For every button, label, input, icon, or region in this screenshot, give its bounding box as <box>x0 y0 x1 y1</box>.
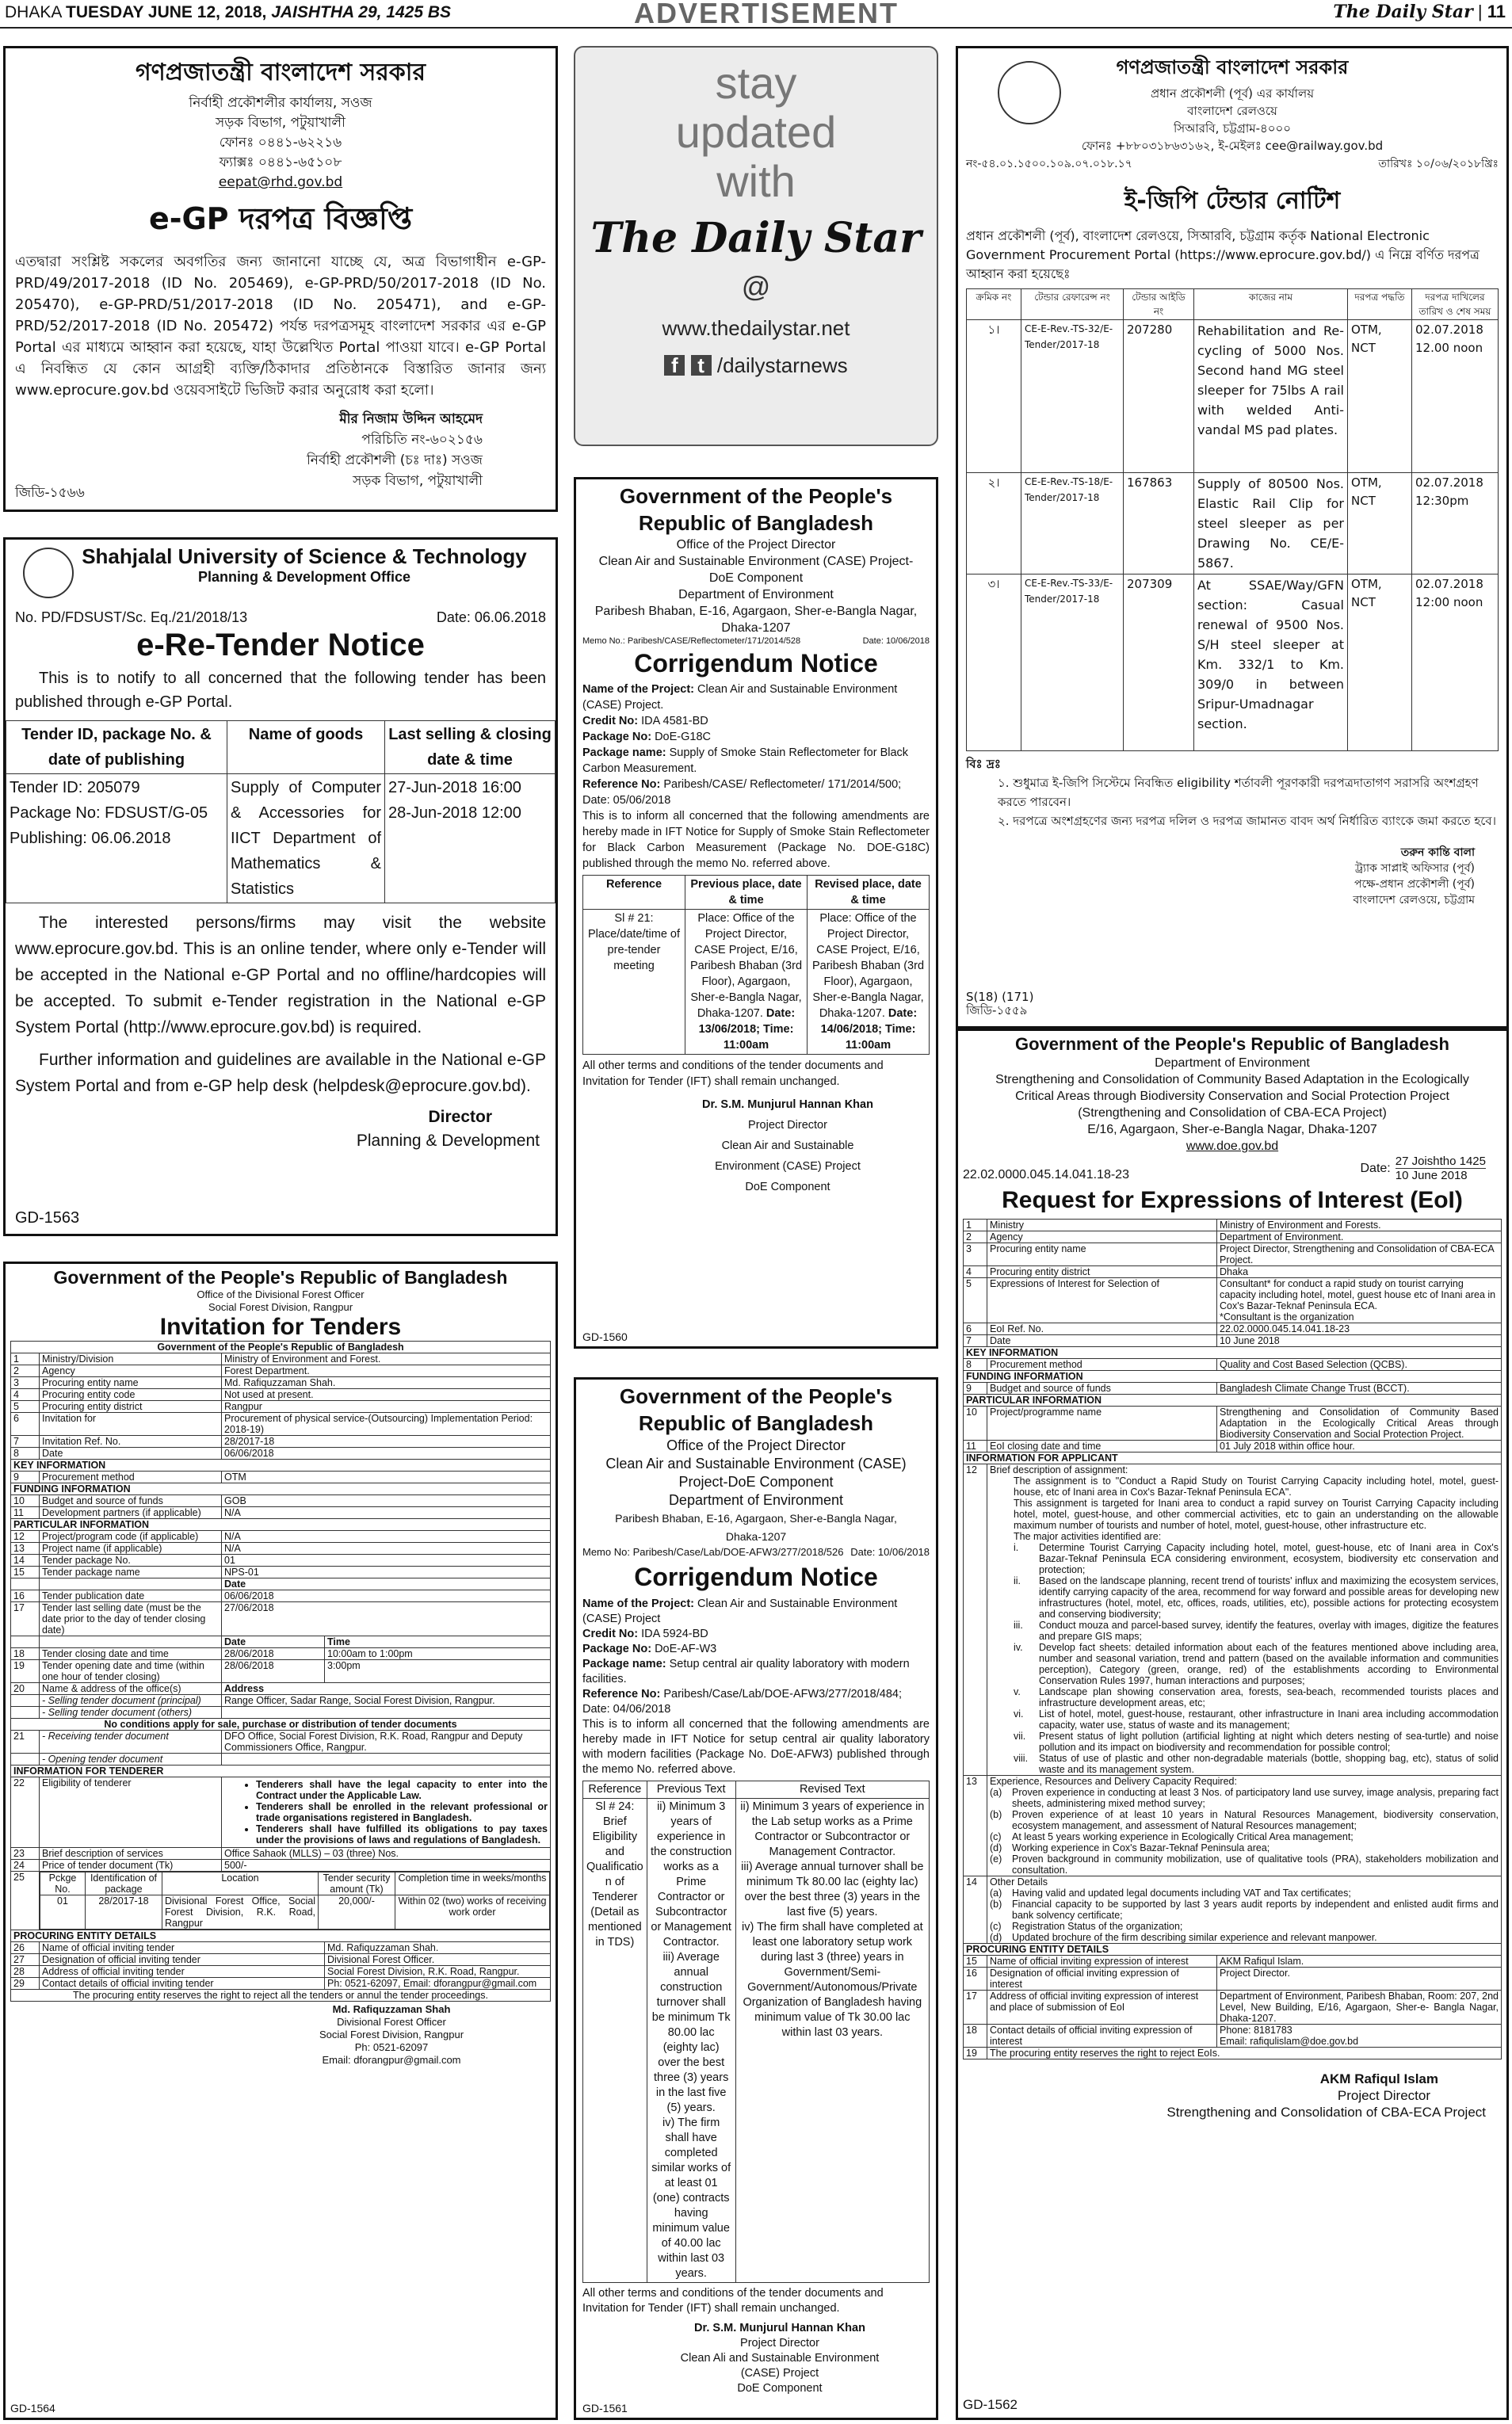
ad8-heading: Corrigendum Notice <box>634 1563 878 1591</box>
ad7-title: Government of the People's Republic of Bangladesh <box>53 1267 508 1288</box>
table-row: 17 Tender last selling date (must be the date prior to the day of tender closing date) 27/06/2018 <box>11 1602 551 1636</box>
promo-url[interactable]: www.thedailystar.net <box>662 316 850 340</box>
table-row: 3 Procuring entity name Md. Rafiquzzaman Shah. <box>11 1377 551 1389</box>
table-row: 14 Tender package No. 01 <box>11 1555 551 1567</box>
table-row: 20 Name & address of the office(s) Address <box>11 1683 551 1695</box>
section-row: KEY INFORMATION <box>964 1347 1502 1359</box>
ad8-amend-table <box>582 1781 930 2283</box>
sust-logo <box>23 548 74 598</box>
section-title: ADVERTISEMENT <box>634 0 899 29</box>
table-row: 12 Project/program code (if applicable) N/A <box>11 1531 551 1543</box>
section-row: INFORMATION FOR TENDERER <box>11 1766 551 1777</box>
ad6-heading: Request for Expressions of Interest (EoI) <box>1002 1187 1463 1213</box>
table-row: 6 Invitation for Procurement of physical service-(Outsourcing) Implementation Period: 2018-19) <box>11 1413 551 1436</box>
table-row: ২। CE-E-Rev.-TS-18/E-Tender/2017-18 167863 Supply of 80500 Nos. Elastic Rail Clip for steel sleeper as per Drawing No. CE/E-5867. OTM, NCT 02.07.2018 12:30pm <box>967 473 1499 575</box>
table-row: - Opening tender document <box>11 1754 551 1766</box>
promo-text: stay updated with <box>675 58 837 206</box>
ad7-code: GD-1564 <box>10 2402 55 2414</box>
section-row: PROCURING ENTITY DETAILS <box>11 1930 551 1942</box>
ad4-para2: Further information and guidelines are available in the National e-GP System Portal and from e-GP help desk (helpdesk@eprocure.gov.bd). <box>15 1051 546 1095</box>
ad8-title: Government of the People's Republic of Bangladesh <box>619 1384 893 1435</box>
table-row: 13 Experience, Resources and Delivery Capacity Required: (a) Proven experience in conducting at least 3 Nos. of participatory land use survey, image analysis, preparing fact sheets, administering mixed method survey; (b) Proven experience of at least 10 years in Natural Resources Management, biodiversity conservation, ecosystem management, and assessment of Natural Resources management; (c) At least 5 years working experience in Ecologically Critical Area management; (d) Working experience in Cox's Bazar-Teknaf Peninsula area; (e) Proven background in community mobilization, use of qualitative tools (PRA), stakeholders mobilization and consultation. <box>964 1776 1502 1876</box>
ad4-office: Planning & Development Office <box>197 569 411 585</box>
ad4-univ: Shahjalal University of Science & Technology <box>82 544 527 568</box>
promo-at: @ <box>741 270 771 303</box>
ad5-code: GD-1560 <box>582 1330 628 1343</box>
ad6-signature: AKM Rafiqul Islam Project Director Strengthening and Consolidation of CBA-ECA Project <box>1166 2071 1486 2120</box>
ad7-tender-table <box>10 1341 551 2002</box>
header-brand: The Daily Star | 11 <box>1333 2 1506 22</box>
table-row: 16 Tender publication date 06/06/2018 <box>11 1590 551 1602</box>
ad3-signature: তরুন কান্তি বালা ট্র্যাক সাপ্লাই অফিসার (পূর্ব) পক্ষে-প্রধান প্রকৌশলী (পূর্ব) বাংলাদেশ রেলওয়ে, চট্টগ্রাম <box>1353 846 1475 907</box>
ad7-signature: Md. Rafiquzzaman Shah Divisional Forest Officer Social Forest Division, Rangpur Ph: 0521-62097 Email: dforangpur@gmail.com <box>319 2003 464 2066</box>
ad5-title: Government of the People's Republic of Bangladesh <box>619 484 893 535</box>
ad4-memo: No. PD/FDSUST/Sc. Eq./21/2018/13 <box>15 609 248 625</box>
table-row: 16 Designation of official inviting expression of interest Project Director. <box>964 1968 1502 1991</box>
ad4-para1: The interested persons/firms may visit the website www.eprocure.gov.bd. This is an online tender, where only e-Tender will be accepted in the National e-GP Portal and no offline/hardcopies will be accepted. To submit e-Tender registration in the National e-GP System Portal (http://www.eprocure.gov.bd) is required. <box>15 914 546 1036</box>
section-row: INFORMATION FOR APPLICANT <box>964 1452 1502 1464</box>
facebook-icon: f <box>664 355 685 376</box>
ad-forest-invitation <box>3 1262 558 2420</box>
ad-sust-retender <box>3 537 558 1236</box>
table-header: Reference Previous Text Revised Text <box>583 1781 930 1799</box>
table-row: 10 Project/programme name Strengthening and Consolidation of Community Based Adaptation in the Ecologically Critical Areas through Biodiversity Conservation and Social Protection Project. <box>964 1407 1502 1441</box>
ad1-title: গণপ্রজাতন্ত্রী বাংলাদেশ সরকার <box>136 59 426 86</box>
eligibility-list: • Tenderers shall have the legal capacity to enter into the Contract under the Applicable Law. • Tenderers shall be enrolled in the relevant professional or trade organisations registered in Bangladesh. • Tenderers shall have fulfilled its obligations to pay taxes under the provisions of laws and regulations of Bangladesh. <box>224 1779 548 1846</box>
table-row: 15 Name of official inviting expression of interest AKM Rafiqul Islam. <box>964 1956 1502 1968</box>
ad6-memo: 22.02.0000.045.14.041.18-23 <box>963 1168 1129 1181</box>
table-row: 6 EoI Ref. No. 22.02.0000.045.14.041.18-23 <box>964 1323 1502 1335</box>
ad6-address: Department of Environment Strengthening and Consolidation of Community Based Adaptation in the Ecologically Critical Areas through Biodiversity Conservation and Social Protection Project (Strengthening and Consolidation of CBA-ECA Project) E/16, Agargaon, Sher-e-Bangla Nagar, Dhaka-1207 www.doe.gov.bd <box>963 1055 1502 1155</box>
table-row: 4 Procuring entity district Dhaka <box>964 1266 1502 1278</box>
ad3-title: গণপ্রজাতন্ত্রী বাংলাদেশ সরকার <box>1116 56 1349 78</box>
table-row: 28 Address of official inviting tender Social Forest Division, R.K. Road, Rangpur. <box>11 1966 551 1978</box>
table-row: Sl # 21: Place/date/time of pre-tender meeting Place: Office of the Project Director, CASE Project, E/16, Paribesh Bhaban (3rd Floor), Agargaon, Sher-e-Bangla Nagar, Dhaka-1207. Date: 13/06/2018; Time: 11:00am Place: Office of the Project Director, CASE Project, E/16, Paribesh Bhaban (3rd Floor), Agargaon, Sher-e-Bangla Nagar, Dhaka-1207. Date: 14/06/2018; Time: 11:00am <box>583 910 930 1055</box>
ad3-date: তারিখঃ ১০/০৬/২০১৮খ্রিঃ <box>1378 158 1499 170</box>
ad8-date: Date: 10/06/2018 <box>850 1546 930 1558</box>
ad6-code: GD-1562 <box>963 2397 1018 2412</box>
ad6-title: Government of the People's Republic of Bangladesh <box>1015 1034 1449 1054</box>
ad3-intro: প্রধান প্রকৌশলী (পূর্ব), বাংলাদেশ রেলওয়ে, সিআরবি, চট্টগ্রাম কর্তৃক National Electronic Government Procurement Portal (https://www.eprocure.gov.bd/) এ নিম্নে বর্ণিত দরপত্র আহ্বান করা হয়েছেঃ <box>966 228 1480 281</box>
ad1-signature: মীর নিজাম উদ্দিন আহমেদ পরিচিতি নং-৬০২১৫৬ নির্বাহী প্রকৌশলী (চঃ দাঃ) সওজ সড়ক বিভাগ, পটুয়াখালী <box>306 411 483 489</box>
table-row: Sl # 24: Brief Eligibility and Qualificatio n of Tenderer (Detail as mentioned in TDS) ii) Minimum 3 years of experience in the construction works as a Prime Contractor or Subcontractor or Management Contractor. iii) Average annual construction turnover shall be minimum Tk 80.00 lac (eighty lac) over the best three (3) years in the last five (5) years. iv) The firm shall have completed similar works of at least 01 (one) contracts having minimum value of 40.00 lac within last 03 years. ii) Minimum 3 years of experience in the Lab setup works as a Prime Contractor or Subcontractor or Management Contractor. iii) Average annual turnover shall be minimum Tk 80.00 lac (eighty lac) over the best three (3) years in the last five (5) years. iv) The firm shall have completed at least one laboratory setup work during last 3 (three) years in Government/Semi-Government/Autonomous/Private Organization of Bangladesh having minimum value of Tk 30.00 lac within last 03 years. <box>583 1799 930 2283</box>
promo-social[interactable]: f t /dailystarnews <box>575 353 937 378</box>
table-row: 18 Tender closing date and time 28/06/2018 10:00am to 1:00pm <box>11 1648 551 1660</box>
table-row: 19 The procuring entity reserves the right to reject EoIs. <box>964 2048 1502 2059</box>
ad3-contact: ফোনঃ +৮৮০৩১৮৬৩১৬২, ই-মেইলঃ cee@railway.gov.bd <box>1081 139 1384 153</box>
ad4-signature: Director Planning & Development <box>356 1108 540 1150</box>
ad1-email[interactable]: eepat@rhd.gov.bd <box>218 174 343 190</box>
ad3-tender-table <box>966 288 1499 751</box>
table-row: 7 Invitation Ref. No. 28/2017-18 <box>11 1436 551 1448</box>
page-number: 11 <box>1487 2 1506 21</box>
table-row: 4 Procuring entity code Not used at present. <box>11 1389 551 1401</box>
ad4-intro: This is to notify to all concerned that the following tender has been published through e-GP Portal. <box>15 670 546 711</box>
ad8-address: Office of the Project Director Clean Air and Sustainable Environment (CASE) Project-DoE Component Department of Environment Paribesh Bhaban, E-16, Agargaon, Sher-e-Bangla Nagar, Dhaka-1207 <box>605 1437 907 1543</box>
table-row: 1 Ministry Ministry of Environment and Forests. <box>964 1220 1502 1231</box>
table-row: - Selling tender document (others) <box>11 1707 551 1719</box>
table-header: ক্রমিক নং টেন্ডার রেফারেন্স নং টেন্ডার আইডি নং কাজের নাম দরপত্র পদ্ধতি দরপত্র দাখিলের তারিখ ও শেষ সময় <box>967 289 1499 320</box>
table-row: 23 Brief description of services Office Sahaok (MLLS) – 03 (three) Nos. <box>11 1848 551 1860</box>
table-row: 01 28/2017-18 Divisional Forest Office, Social Forest Division, R.K. Road, Rangpur 20,000/- Within 02 (two) works of receiving work order <box>40 1895 550 1930</box>
table-row: 29 Contact details of official inviting tender Ph: 0521-62097, Email: dforangpur@gmail.com <box>11 1978 551 1990</box>
ad8-body: This is to inform all concerned that the following amendments are hereby made in IFT Notice for setup central air quality laboratory with modern facilities (Package No. DoE-AFW3) published through the memo No. referred above. <box>582 1718 930 1776</box>
ad8-footer: All other terms and conditions of the tender documents and Invitation for Tender (IFT) shall remain unchanged. <box>582 2287 884 2315</box>
table-header: Pckge No. Identification of package Location Tender security amount (Tk) Completion time in weeks/months <box>40 1872 550 1895</box>
ad8-fields: Name of the Project: Clean Air and Sustainable Environment (CASE) Project Credit No: IDA 5924-BD Package No: DoE-AF-W3 Package name: Setup central air quality laboratory with modern facilities. Reference No: Paribesh/Case/Lab/DOE-AFW3/277/2018/484; Date: 04/06/2018 This is to inform all concerned that the following amendments are hereby made in IFT Notice for setup central air quality laboratory with modern facilities (Package No. DoE-AFW3) published through the memo No. referred above. <box>582 1598 930 1776</box>
section-row: No conditions apply for sale, purchase or distribution of tender documents <box>11 1719 551 1731</box>
table-row: 1 Ministry/Division Ministry of Environment and Forest. <box>11 1353 551 1365</box>
ad-case-corrigendum-1 <box>574 477 938 1349</box>
table-row: 27 Designation of official inviting tender Divisional Forest Officer. <box>11 1954 551 1966</box>
ad1-body: এতদ্বারা সংশ্লিষ্ট সকলের অবগতির জন্য জানানো যাচ্ছে যে, অত্র বিভাগাধীন e-GP-PRD/49/2017-2018 (ID No. 205469), e-GP-PRD/50/2017-2018 (ID No. 205470), e-GP-PRD/51/2017-2018 (ID No. 205471), and e-GP-PRD/52/2017-2018 (ID No. 205472) পর্যন্ত দরপত্রসমূহ বাংলাদেশ সরকার এর e-GP Portal এর মাধ্যমে আহ্বান করা হয়েছে, যাহা উল্লেখিত Portal পাওয়া যাবে। e-GP Portal এ নিবন্ধিত যে কোন আগ্রহী ব্যক্তি/ঠিকাদার প্রতিষ্ঠানকে বিস্তারিত জানার জন্য www.eprocure.gov.bd ওয়েবসাইটে ভিজিট করার অনুরোধ করা হলো। <box>15 254 546 399</box>
table-row: 9 Procurement method OTM <box>11 1472 551 1483</box>
table-row: 11 EoI closing date and time 01 July 2018 within office hour. <box>964 1441 1502 1452</box>
table-row: 13 Project name (if applicable) N/A <box>11 1543 551 1555</box>
ad3-code2: জিডি-১৫৫৯ <box>966 1003 1028 1017</box>
section-row: Government of the People's Republic of Bangladesh <box>11 1342 551 1353</box>
table-row: 2 Agency Department of Environment. <box>964 1231 1502 1243</box>
table-row: Date Time <box>11 1636 551 1648</box>
table-row: 22 Eligibility of tenderer • Tenderers shall have the legal capacity to enter into the Contract under the Applicable Law. • Tenderers shall be enrolled in the relevant professional or trade organisations registered in Bangladesh. • Tenderers shall have fulfilled its obligations to pay taxes under the provisions of laws and regulations of Bangladesh. <box>11 1777 551 1848</box>
table-row: 14 Other Details (a) Having valid and updated legal documents including VAT and Tax certificates; (b) Financial capacity to be supported by last 3 years audit reports by independent and enlisted audit firms and bank solvency certificate; (c) Registration Status of the organization; (d) Updated brochure of the firm describing similar experience and relevant manpower. <box>964 1876 1502 1944</box>
ad6-date: Date: 27 Joishtho 1425 10 June 2018 <box>1360 1155 1486 1182</box>
ad1-address: নির্বাহী প্রকৌশলীর কার্যালয়, সওজ সড়ক বিভাগ, পটুয়াখালী ফোনঃ ০৪৪১-৬২২১৬ ফ্যাক্সঃ ০৪৪১-৬৫১০৮ eepat@rhd.gov.bd <box>15 94 546 193</box>
table-row: ১। CE-E-Rev.-TS-32/E-Tender/2017-18 207280 Rehabilitation and Re-cycling of 5000 Nos. Second hand MG steel sleeper for 75lbs A rail with welded Anti-vandal MS pad plates. OTM, NCT 02.07.2018 12.00 noon <box>967 320 1499 473</box>
ad-case-corrigendum-2 <box>574 1377 938 2420</box>
table-header: Reference Previous place, date & time Revised place, date & time <box>583 876 930 910</box>
table-row: - Selling tender document (principal) Range Officer, Sadar Range, Social Forest Division, Rangpur. <box>11 1695 551 1707</box>
railway-logo <box>998 61 1061 124</box>
ad6-eoi-table <box>963 1219 1502 2059</box>
ad5-fields: Name of the Project: Clean Air and Sustainable Environment (CASE) Project. Credit No: IDA 4581-BD Package No: DoE-G18C Package name: Supply of Smoke Stain Reflectometer for Black Carbon Measurement. Reference No: Paribesh/CASE/ Reflectometer/ 171/2014/500; Date: 05/06/2018 This is to inform all concerned that the following amendments are hereby made in IFT Notice for Supply of Smoke Stain Reflectometer for Black Carbon Measurement (Package No. DOE-G18C) published through the memo No. referred above. <box>582 683 930 870</box>
table-row: ৩। CE-E-Rev.-TS-33/E-Tender/2017-18 207309 At SSAE/Way/GFN section: Casual renewal of 9500 Nos. S/H steel sleeper at Km. 332/1 to Km. 309/0 in between Sripur-Umadnagar section. OTM, NCT 02.07.2018 12:00 noon <box>967 575 1499 751</box>
ad5-heading: Corrigendum Notice <box>634 649 878 678</box>
table-row: 5 Expressions of Interest for Selection of Consultant* for conduct a rapid study on tourist carrying capacity including hotel, motel, guest house etc of Inani area in Cox's Bazar-Teknaf Peninsula ECA. *Consultant is the organization <box>964 1278 1502 1323</box>
section-row: FUNDING INFORMATION <box>11 1483 551 1495</box>
ad4-heading: e-Re-Tender Notice <box>136 628 425 662</box>
table-row: 11 Development partners (if applicable) N/A <box>11 1507 551 1519</box>
ad8-memo: Memo No: Paribesh/Case/Lab/DOE-AFW3/277/2018/526 <box>582 1546 844 1558</box>
ad5-address: Office of the Project Director Clean Air and Sustainable Environment (CASE) Project- DoE Component Department of Environment Paribesh Bhaban, E-16, Agargaon, Sher-e-Bangla Nagar, Dhaka-1207 <box>594 538 918 635</box>
ad3-code1: S(18) (171) <box>966 990 1034 1004</box>
ad3-notes: বিঃ দ্রঃ ১. শুধুমাত্র ই-জিপি সিস্টেমে নিবন্ধিত eligibility শর্তাবলী পূরণকারী দরপত্রদাতাগণ সরাসরি অংশগ্রহণ করতে পারবেন। ২. দরপত্রে অংশগ্রহণের জন্য দরপত্র দলিল ও দরপত্র জামানত বাবদ অর্থ নির্ধারিত ব্যাংকে জমা করতে হবে। <box>966 757 1497 828</box>
ad1-heading: e-GP দরপত্র বিজ্ঞপ্তি <box>148 201 413 236</box>
table-row: 24 Price of tender document (Tk) 500/- <box>11 1860 551 1872</box>
table-row: 17 Address of official inviting expression of interest and place of submission of EoI Department of Environment, Paribesh Bhaban, Room: 207, 2nd Level, New Building, E/16, Agargaon, Sher-e- Bangla Nagar, Dhaka-1207. <box>964 1991 1502 2025</box>
ad4-date: Date: 06.06.2018 <box>436 609 546 625</box>
table-row: 10 Budget and source of funds GOB <box>11 1495 551 1507</box>
ad-railway-egp: গণপ্রজাতন্ত্রী বাংলাদেশ সরকার প্রধান প্রকৌশলী (পূর্ব) এর কার্যালয় বাংলাদেশ রেলওয়ে সিআরবি, চট্টগ্রাম-৪০০০ ফোনঃ +৮৮০৩১৮৬৩১৬২, ই-মেইলঃ cee@railway.gov.bd নং-৫৪.০১.১৫০০.১০৯.০৭.০১৮.১৭ তারিখঃ ১০/০৬/২০১৮খ্রিঃ ই-জিপি টেন্ডার নোটিশ প্রধান প্রকৌশলী (পূর্ব), বাংলাদেশ রেলওয়ে, সিআরবি, চট্টগ্রাম কর্তৃক National Electronic Government Procurement Portal (https://www.eprocure.gov.bd/) এ নিম্নে বর্ণিত দরপত্র আহ্বান করা হয়েছেঃ ক্রমিক নং টেন্ডার রেফারেন্স নং টেন্ডার আইডি নং কাজের নাম দরপত্র পদ্ধতি দরপত্র দাখিলের তারিখ ও শেষ সময় ১। CE-E-Rev.-TS-32/E-Tender/2017-18 207280 Rehabilitation and Re-cycling of 5000 Nos. Second hand MG steel sleeper for 75lbs A rail with welded Anti-vandal MS pad plates. OTM, NCT 02.07.2018 12.00 noon ২। CE-E-Rev.-TS-18/E-Tender/2017-18 167863 Supply of 80500 Nos. Elastic Rail Clip for steel sleeper as per Drawing No. CE/E-5867. OTM, NCT 02.07.2018 12:30pm ৩। CE-E-Rev.-TS-33/E-Tender/2017-18 207309 At SSAE/Way/GFN section: Casual renewal of 9500 Nos. S/H steel sleeper at Km. 332/1 to Km. 309/0 in between Sripur-Umadnagar section. OTM, NCT 02.07.2018 12:00 noon বিঃ দ্রঃ ১. শুধুমাত্র ই-জিপি সিস্টেমে নিবন্ধিত eligibility শর্তাবলী পূরণকারী দরপত্রদাতাগণ সরাসরি অংশগ্রহণ করতে পারবেন। ২. দরপত্রে অংশগ্রহণের জন্য দরপত্র দলিল ও দরপত্র জামানত বাবদ অর্থ নির্ধারিত ব্যাংকে জমা করতে হবে। তরুন কান্তি বালা ট্র্যাক সাপ্লাই অফিসার (পূর্ব) পক্ষে-প্রধান প্রকৌশলী (পূর্ব) বাংলাদেশ রেলওয়ে, চট্টগ্রাম S(18) (171) জিডি-১৫৫৯ <box>956 46 1509 1029</box>
ad7-heading: Invitation for Tenders <box>159 1314 402 1340</box>
section-row: KEY INFORMATION <box>11 1460 551 1472</box>
table-row: 18 Contact details of official inviting expression of interest Phone: 8181783 Email: rafiqulislam@doe.gov.bd <box>964 2025 1502 2048</box>
ad7-address: Office of the Divisional Forest Officer Social Forest Division, Rangpur <box>197 1288 365 1313</box>
ad6-activities: i. Determine Tourist Carrying Capacity including hotel, motel, guest-house, etc of Inani area in Cox's Bazar-Teknaf Peninsula ECA considering environment, ecosystem, biodiversity etc conservation and protection; ii. Based on the landscape planning, recent trend of tourists' influx and maximizing the ecosystem services, identify carrying capacity of the area, recommend for way forward and possible areas for developing new infrastructures (hotel, motel, etc, offices, roads, utilities, etc), possible actions for protecting ecosystem and conserving biodiversity; iii. Conduct mouza and parcel-based survey, identify the features, overlay with images, digitize the features and prepare GIS maps; iv. Develop fact sheets: detailed information about each of the features mentioned above including area, number and seasonal variation, trend and pattern (based on the available information and communities perception), Category (green, orange, red) of the establishments according to Environmental Conservation Rules 1997, human interactions and purposes; v. Landscape plan showing conservation area, forests, sea-beach, recommended tourists places and infrastructure development areas, etc; vi. List of hotel, motel, guest-house, restaurant, other infrastructure in Inani area including accommodation capacity, water use, status of waste and its management; vii. Present status of light pollution (artificial lighting at night which deters nesting of sea-turtle) and noise pollution and its impact on biodiversity and recommendation for possible control; viii. Status of use of plastic and other non-degradable materials (bottle, shopping bag, etc), status of solid waste and its management system. <box>1014 1542 1499 1775</box>
ad3-heading: ই-জিপি টেন্ডার নোটিশ <box>1124 187 1341 215</box>
package-table <box>40 1872 550 1930</box>
ad8-signature: Dr. S.M. Munjurul Hannan Khan Project Director Clean Ali and Sustainable Environment (CASE) Project DoE Component <box>680 2322 880 2395</box>
table-row: 19 Tender opening date and time (within one hour of tender closing) 28/06/2018 3:00pm <box>11 1660 551 1683</box>
table-row: 12 Brief description of assignment: The assignment is to "Conduct a Rapid Study on Tourist Carrying Capacity including hotel, motel, guest-house, etc of Inani area in Cox's Bazar-Teknaf Peninsula ECA". This assignment is targeted for Inani area to conduct a rapid survey on Tourist Carrying Capacity including hotel, motel, guest-house, and other commercial activities, etc to gain an understanding on the allowable maximum number of tourists and number of hotel, motel, guest-house, other infrastructure etc. The major activities identified are: i. Determine Tourist Carrying Capacity including hotel, motel, guest-house, etc of Inani area in Cox's Bazar-Teknaf Peninsula ECA considering environment, ecosystem, biodiversity etc conservation and protection; ii. Based on the landscape planning, recent trend of tourists' influx and maximizing the ecosystem services, identify carrying capacity of the area, recommend for way forward and possible areas for developing new infrastructures (hotel, motel, etc, offices, roads, utilities, etc), possible actions for protecting ecosystem and conserving biodiversity; iii. Conduct mouza and parcel-based survey, identify the features, overlay with images, digitize the features and prepare GIS maps; iv. Develop fact sheets: detailed information about each of the features mentioned above including area, number and seasonal variation, trend and pattern (based on the available information and communities perception), Category (green, orange, red) of the establishments according to Environmental Conservation Rules 1997, human interactions and purposes; v. Landscape plan showing conservation area, forests, sea-beach, recommended tourists places and infrastructure development areas, etc; vi. List of hotel, motel, guest-house, restaurant, other infrastructure in Inani area including accommodation capacity, water use, status of waste and its management; vii. Present status of light pollution (artificial lighting at night which deters nesting of sea-turtle) and noise pollution and its impact on biodiversity and recommendation for possible control; viii. Status of use of plastic and other non-degradable materials (bottle, shopping bag, etc), status of solid waste and its management system. <box>964 1464 1502 1776</box>
table-row: 15 Tender package name NPS-01 <box>11 1567 551 1578</box>
table-row: Date <box>11 1578 551 1590</box>
ad-daily-star-promo <box>574 46 938 446</box>
table-row: 26 Name of official inviting tender Md. Rafiquzzaman Shah. <box>11 1942 551 1954</box>
table-row: 8 Date 06/06/2018 <box>11 1448 551 1460</box>
twitter-icon: t <box>691 355 712 376</box>
table-row: 5 Procuring entity district Rangpur <box>11 1401 551 1413</box>
table-header: Tender ID, package No. & date of publishing Name of goods Last selling & closing date & time <box>6 721 556 774</box>
table-row: 3 Procuring entity name Project Director, Strengthening and Consolidation of CBA-ECA Project. <box>964 1243 1502 1266</box>
ad1-code: জিডি-১৫৬৬ <box>15 485 85 501</box>
ad5-signature: Dr. S.M. Munjurul Hannan Khan Project Director Clean Air and Sustainable Environment (CASE) Project DoE Component <box>702 1098 873 1193</box>
ad5-amend-table <box>582 875 930 1055</box>
table-row: 25 Pckge No. Identification of package Location Tender security amount (Tk) Completion time in weeks/months 01 28/2017-18 Divisional Forest Office, Social Forest Division, R.K. Road, Rangpur 20,000/- Within 02 (two) works of receiving work order <box>11 1872 551 1930</box>
ad5-date: Date: 10/06/2018 <box>862 636 930 646</box>
section-row: FUNDING INFORMATION <box>964 1371 1502 1383</box>
ad8-code: GD-1561 <box>582 2402 628 2414</box>
table-row: Tender ID: 205079 Package No: FDSUST/G-05 Publishing: 06.06.2018 Supply of Computer & Accessories for IICT Department of Mathematics & Statistics 27-Jun-2018 16:00 28-Jun-2018 12:00 <box>6 774 556 903</box>
table-row: 2 Agency Forest Department. <box>11 1365 551 1377</box>
section-row: PROCURING ENTITY DETAILS <box>964 1944 1502 1956</box>
page-header <box>0 0 1512 29</box>
ad3-memo: নং-৫৪.০১.১৫০০.১০৯.০৭.০১৮.১৭ <box>966 158 1132 170</box>
ad5-body: This is to inform all concerned that the following amendments are hereby made in IFT Notice for Supply of Smoke Stain Reflectometer for Black Carbon Measurement (Package No. DOE-G18C) published through the memo No. referred above. <box>582 810 930 870</box>
ad-rhd-patuakhali <box>3 46 558 512</box>
table-row: 7 Date 10 June 2018 <box>964 1335 1502 1347</box>
ad4-code: GD-1563 <box>15 1209 80 1227</box>
ad5-footer: All other terms and conditions of the tender documents and Invitation for Tender (IFT) shall remain unchanged. <box>582 1059 884 1088</box>
ad-doe-eoi <box>956 1029 1509 2420</box>
promo-brand: The Daily Star <box>590 214 922 262</box>
table-row: 9 Budget and source of funds Bangladesh Climate Change Trust (BCCT). <box>964 1383 1502 1395</box>
brand-name: The Daily Star <box>1333 2 1473 22</box>
ad6-website[interactable]: www.doe.gov.bd <box>1186 1139 1279 1153</box>
ad4-tender-table <box>6 720 556 903</box>
table-row: The procuring entity reserves the right to reject all the tenders or annul the tender proceedings. <box>11 1990 551 2002</box>
table-row: 21 - Receiving tender document DFO Office, Social Forest Division, R.K. Road, Rangpur and Deputy Commissioners Office, Rangpur. <box>11 1731 551 1754</box>
section-row: PARTICULAR INFORMATION <box>11 1519 551 1531</box>
section-row: PARTICULAR INFORMATION <box>964 1395 1502 1407</box>
ad5-memo: Memo No.: Paribesh/CASE/Reflectometer/171/2014/528 <box>582 636 801 646</box>
header-date: DHAKA TUESDAY JUNE 12, 2018, JAISHTHA 29, 1425 BS <box>5 3 452 21</box>
table-row: 8 Procurement method Quality and Cost Based Selection (QCBS). <box>964 1359 1502 1371</box>
